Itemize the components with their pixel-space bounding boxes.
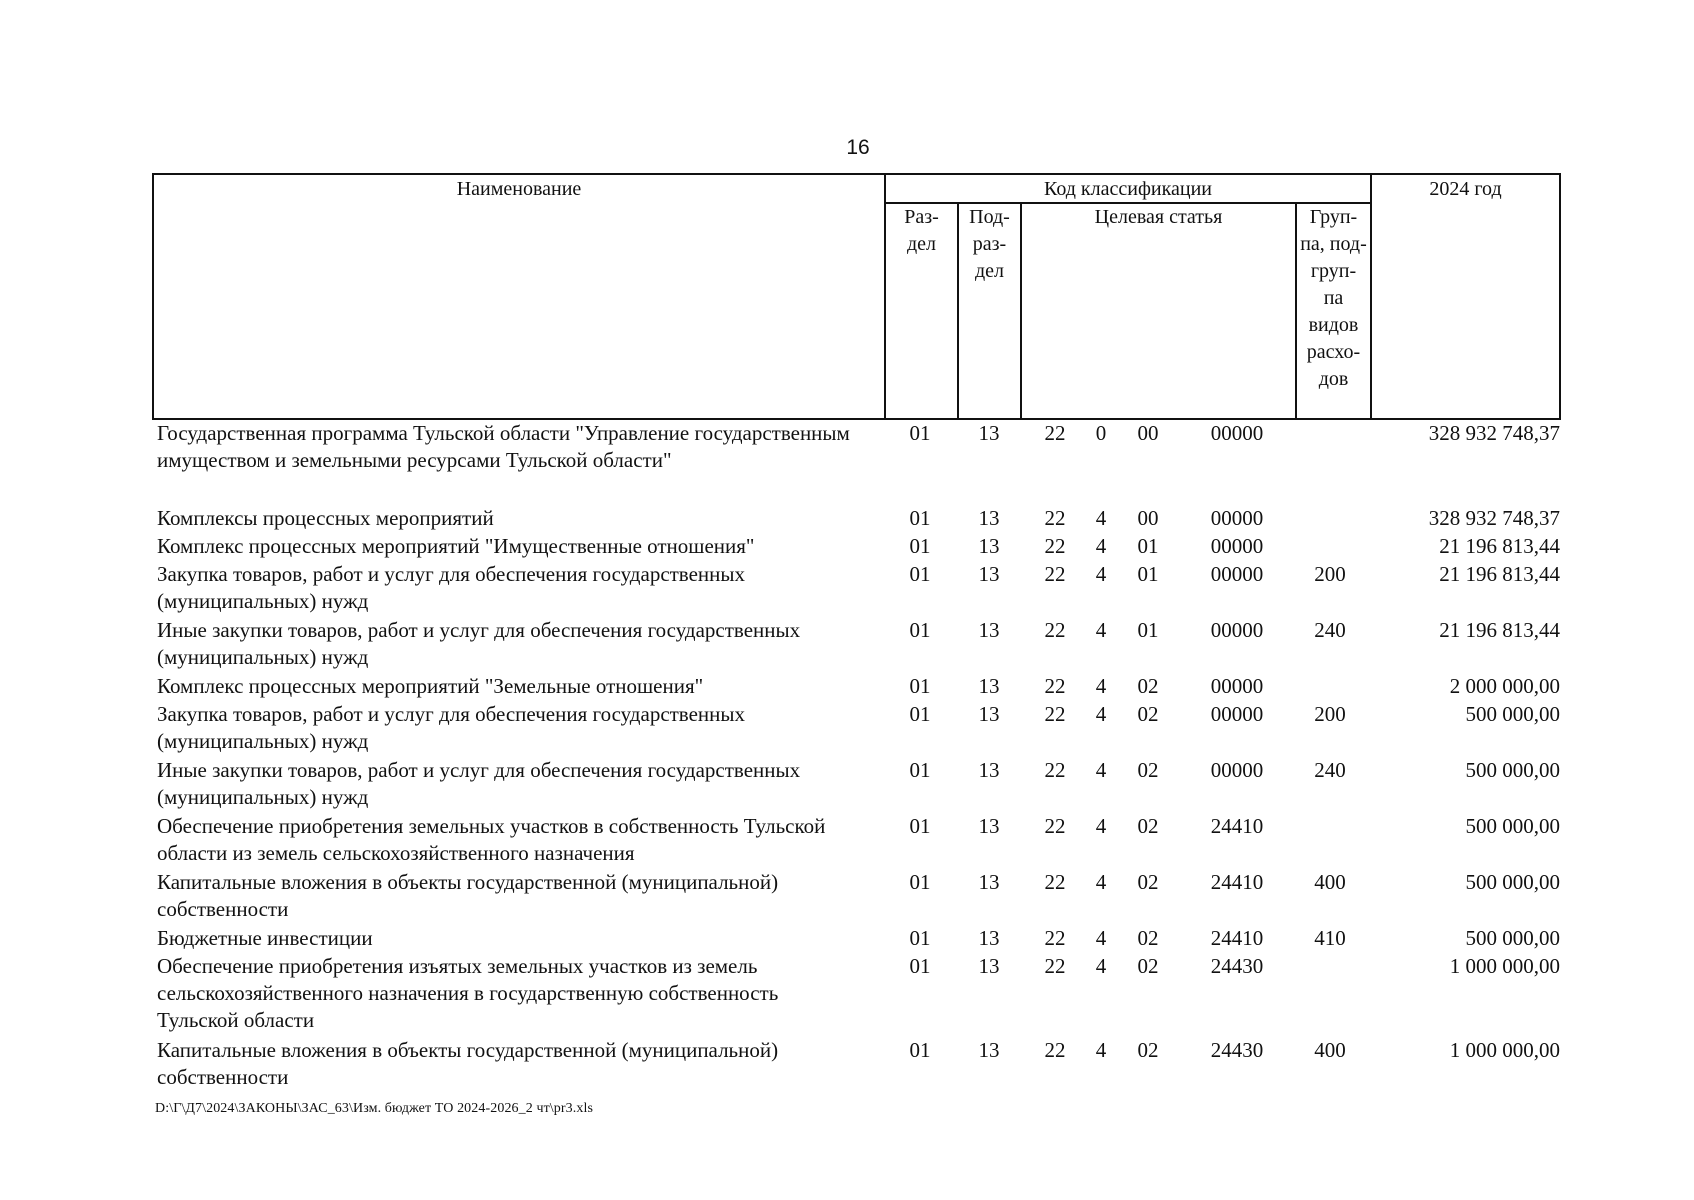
- row-razdel: 01: [909, 562, 931, 586]
- header-divider-year: [1370, 173, 1372, 420]
- header-vr-line: па: [1323, 287, 1344, 309]
- row-amount-2024: 328 932 748,37: [1428, 421, 1560, 445]
- row-expense-type: 200: [1314, 562, 1346, 586]
- row-name-line: Закупка товаров, работ и услуг для обеспечения государственных: [157, 562, 746, 586]
- row-target-type: 4: [1095, 618, 1107, 642]
- row-name-line: Бюджетные инвестиции: [157, 926, 373, 950]
- row-amount-2024: 1 000 000,00: [1449, 1038, 1560, 1062]
- row-expense-type: 400: [1314, 1038, 1346, 1062]
- row-podrazdel: 13: [978, 534, 1000, 558]
- row-name-line: имуществом и земельными ресурсами Тульской области": [157, 448, 672, 472]
- row-target-subprogram: 01: [1137, 534, 1159, 558]
- row-razdel: 01: [909, 926, 931, 950]
- row-name: [157, 505, 882, 532]
- row-razdel: 01: [909, 534, 931, 558]
- row-podrazdel: 13: [978, 506, 1000, 530]
- row-amount-2024: 21 196 813,44: [1439, 618, 1560, 642]
- row-name-line: (муниципальных) нужд: [157, 645, 369, 669]
- row-name-line: (муниципальных) нужд: [157, 785, 369, 809]
- row-podrazdel: 13: [978, 954, 1000, 978]
- header-code: Код классификации: [1043, 178, 1213, 200]
- page-number: 16: [846, 136, 870, 159]
- header-vr-line: па, под-: [1300, 233, 1367, 255]
- row-target-type: 4: [1095, 534, 1107, 558]
- row-expense-type: 200: [1314, 702, 1346, 726]
- row-amount-2024: 21 196 813,44: [1439, 534, 1560, 558]
- row-target-program: 22: [1044, 674, 1066, 698]
- row-name: [157, 757, 882, 811]
- row-target-direction: 00000: [1210, 758, 1264, 782]
- row-target-type: 4: [1095, 562, 1107, 586]
- row-razdel: 01: [909, 618, 931, 642]
- row-name-line: (муниципальных) нужд: [157, 589, 369, 613]
- row-podrazdel: 13: [978, 618, 1000, 642]
- row-target-direction: 00000: [1210, 506, 1264, 530]
- row-target-direction: 00000: [1210, 674, 1264, 698]
- row-target-subprogram: 01: [1137, 562, 1159, 586]
- row-expense-type: 240: [1314, 758, 1346, 782]
- row-expense-type: 400: [1314, 870, 1346, 894]
- row-target-subprogram: 00: [1137, 421, 1159, 445]
- header-podrazdel: [959, 204, 1020, 285]
- row-target-subprogram: 01: [1137, 618, 1159, 642]
- row-amount-2024: 328 932 748,37: [1428, 506, 1560, 530]
- row-target-direction: 24410: [1210, 926, 1264, 950]
- row-name-line: Иные закупки товаров, работ и услуг для обеспечения государственных: [157, 758, 801, 782]
- row-amount-2024: 1 000 000,00: [1449, 954, 1560, 978]
- row-target-subprogram: 02: [1137, 674, 1159, 698]
- row-target-subprogram: 02: [1137, 758, 1159, 782]
- header-vr-line: дов: [1318, 368, 1349, 390]
- row-name-line: Комплекс процессных мероприятий "Земельные отношения": [157, 674, 704, 698]
- row-name: [157, 420, 882, 474]
- row-name-line: Государственная программа Тульской области "Управление государственным: [157, 421, 850, 445]
- row-expense-type: 240: [1314, 618, 1346, 642]
- header-name: Наименование: [456, 178, 582, 200]
- row-name: [157, 533, 882, 560]
- row-name-line: Закупка товаров, работ и услуг для обеспечения государственных: [157, 702, 746, 726]
- header-target: Целевая статья: [1094, 206, 1223, 228]
- row-podrazdel: 13: [978, 421, 1000, 445]
- row-target-program: 22: [1044, 870, 1066, 894]
- row-name: [157, 673, 882, 700]
- row-name-line: Комплексы процессных мероприятий: [157, 506, 494, 530]
- header-vr: [1297, 204, 1370, 393]
- row-target-subprogram: 02: [1137, 702, 1159, 726]
- row-target-direction: 24410: [1210, 870, 1264, 894]
- row-name: [157, 561, 882, 615]
- header-razdel-line: Раз-: [904, 206, 939, 228]
- row-target-type: 4: [1095, 1038, 1107, 1062]
- row-target-program: 22: [1044, 534, 1066, 558]
- header-border-right: [1559, 173, 1561, 420]
- row-name-line: Комплекс процессных мероприятий "Имущественные отношения": [157, 534, 755, 558]
- row-name: [157, 813, 882, 867]
- header-vr-line: груп-: [1310, 260, 1357, 282]
- header-vr-line: расхо-: [1306, 341, 1361, 363]
- row-podrazdel: 13: [978, 1038, 1000, 1062]
- row-podrazdel: 13: [978, 674, 1000, 698]
- row-target-program: 22: [1044, 926, 1066, 950]
- row-name-line: Иные закупки товаров, работ и услуг для обеспечения государственных: [157, 618, 801, 642]
- row-amount-2024: 21 196 813,44: [1439, 562, 1560, 586]
- row-target-type: 4: [1095, 674, 1107, 698]
- row-razdel: 01: [909, 674, 931, 698]
- row-amount-2024: 500 000,00: [1465, 926, 1560, 950]
- row-name: [157, 701, 882, 755]
- row-target-subprogram: 02: [1137, 1038, 1159, 1062]
- row-target-type: 4: [1095, 954, 1107, 978]
- row-target-program: 22: [1044, 421, 1066, 445]
- row-name-line: Обеспечение приобретения земельных участков в собственность Тульской: [157, 814, 826, 838]
- row-target-direction: 24430: [1210, 1038, 1264, 1062]
- row-target-type: 4: [1095, 506, 1107, 530]
- header-border-left: [152, 173, 154, 420]
- row-podrazdel: 13: [978, 758, 1000, 782]
- row-target-program: 22: [1044, 618, 1066, 642]
- row-target-program: 22: [1044, 954, 1066, 978]
- header-podrazdel-line: раз-: [972, 233, 1007, 255]
- row-podrazdel: 13: [978, 814, 1000, 838]
- row-target-subprogram: 02: [1137, 814, 1159, 838]
- row-amount-2024: 500 000,00: [1465, 758, 1560, 782]
- row-target-direction: 00000: [1210, 534, 1264, 558]
- row-razdel: 01: [909, 758, 931, 782]
- row-target-direction: 00000: [1210, 562, 1264, 586]
- row-name-line: (муниципальных) нужд: [157, 729, 369, 753]
- row-target-program: 22: [1044, 814, 1066, 838]
- row-target-type: 4: [1095, 702, 1107, 726]
- header-divider-podrazdel: [1020, 202, 1022, 420]
- row-target-type: 4: [1095, 926, 1107, 950]
- row-target-type: 0: [1095, 421, 1107, 445]
- row-amount-2024: 500 000,00: [1465, 702, 1560, 726]
- row-name: [157, 869, 882, 923]
- row-podrazdel: 13: [978, 870, 1000, 894]
- row-target-direction: 24430: [1210, 954, 1264, 978]
- row-razdel: 01: [909, 814, 931, 838]
- file-path-footer: D:\Г\Д7\2024\ЗАКОНЫ\ЗАС_63\Изм. бюджет ТО 2024-2026_2 чт\pr3.xls: [155, 1101, 593, 1116]
- row-target-type: 4: [1095, 758, 1107, 782]
- row-target-program: 22: [1044, 758, 1066, 782]
- row-name-line: области из земель сельскохозяйственного назначения: [157, 841, 635, 865]
- row-target-direction: 24410: [1210, 814, 1264, 838]
- row-name-line: собственности: [157, 897, 289, 921]
- row-target-subprogram: 02: [1137, 954, 1159, 978]
- row-amount-2024: 2 000 000,00: [1449, 674, 1560, 698]
- row-amount-2024: 500 000,00: [1465, 870, 1560, 894]
- row-amount-2024: 500 000,00: [1465, 814, 1560, 838]
- row-razdel: 01: [909, 421, 931, 445]
- header-border-top: [152, 173, 1561, 175]
- row-name: [157, 925, 882, 952]
- row-target-type: 4: [1095, 814, 1107, 838]
- header-podrazdel-line: Под-: [969, 206, 1010, 228]
- header-year: 2024 год: [1429, 178, 1502, 200]
- row-name: [157, 953, 882, 1034]
- row-target-direction: 00000: [1210, 618, 1264, 642]
- header-razdel: [886, 204, 957, 258]
- header-vr-line: видов: [1308, 314, 1359, 336]
- row-razdel: 01: [909, 1038, 931, 1062]
- row-name-line: Капитальные вложения в объекты государственной (муниципальной): [157, 1038, 779, 1062]
- row-target-program: 22: [1044, 506, 1066, 530]
- row-target-direction: 00000: [1210, 421, 1264, 445]
- row-name-line: Капитальные вложения в объекты государственной (муниципальной): [157, 870, 779, 894]
- row-expense-type: 410: [1314, 926, 1346, 950]
- row-razdel: 01: [909, 702, 931, 726]
- row-target-subprogram: 00: [1137, 506, 1159, 530]
- row-razdel: 01: [909, 954, 931, 978]
- header-razdel-line: дел: [906, 233, 937, 255]
- row-razdel: 01: [909, 870, 931, 894]
- row-podrazdel: 13: [978, 562, 1000, 586]
- row-target-program: 22: [1044, 702, 1066, 726]
- row-name-line: собственности: [157, 1065, 289, 1089]
- row-target-type: 4: [1095, 870, 1107, 894]
- row-razdel: 01: [909, 506, 931, 530]
- row-target-subprogram: 02: [1137, 870, 1159, 894]
- header-vr-line: Груп-: [1309, 206, 1358, 228]
- row-target-program: 22: [1044, 1038, 1066, 1062]
- row-name-line: Обеспечение приобретения изъятых земельных участков из земель: [157, 954, 758, 978]
- row-name: [157, 1037, 882, 1091]
- row-target-subprogram: 02: [1137, 926, 1159, 950]
- header-podrazdel-line: дел: [974, 260, 1005, 282]
- row-target-program: 22: [1044, 562, 1066, 586]
- row-podrazdel: 13: [978, 702, 1000, 726]
- row-podrazdel: 13: [978, 926, 1000, 950]
- row-target-direction: 00000: [1210, 702, 1264, 726]
- row-name-line: Тульской области: [157, 1008, 315, 1032]
- row-name-line: сельскохозяйственного назначения в государственную собственность: [157, 981, 779, 1005]
- row-name: [157, 617, 882, 671]
